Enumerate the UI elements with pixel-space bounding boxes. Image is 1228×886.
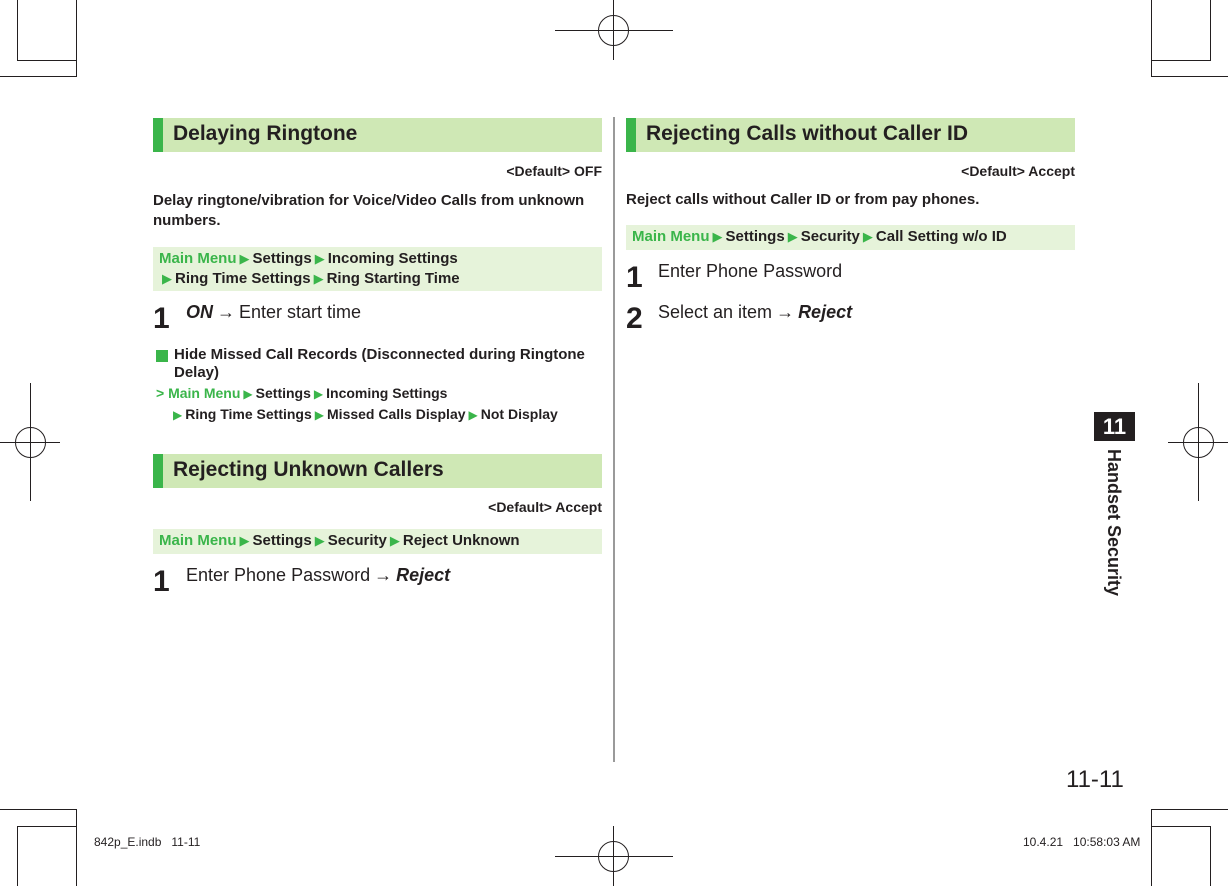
step-action: Enter Phone Password bbox=[186, 565, 371, 585]
default-value: <Default> Accept bbox=[488, 499, 602, 515]
step-number: 1 bbox=[626, 261, 643, 294]
menu-path-item: Incoming Settings bbox=[327, 250, 458, 267]
menu-path-item: Ring Time Settings bbox=[175, 270, 311, 287]
crop-mark bbox=[1151, 76, 1228, 77]
crop-mark bbox=[0, 809, 77, 810]
triangle-right-icon: ▶ bbox=[243, 387, 253, 401]
crop-mark bbox=[1151, 809, 1152, 886]
arrow-right-icon: → bbox=[217, 302, 235, 322]
menu-path-item: Settings bbox=[255, 385, 311, 401]
section-description: Delay ringtone/vibration for Voice/Video Calls from unknown numbers. bbox=[153, 192, 585, 229]
menu-path-item: Security bbox=[327, 532, 387, 549]
crop-mark bbox=[17, 0, 18, 60]
section-title-rejecting-unknown bbox=[153, 454, 602, 488]
triangle-right-icon: ▶ bbox=[239, 533, 250, 548]
triangle-right-icon: ▶ bbox=[313, 271, 324, 286]
crop-mark bbox=[1210, 0, 1211, 60]
triangle-right-icon: ▶ bbox=[314, 251, 325, 266]
menu-path-item: Settings bbox=[252, 250, 312, 267]
triangle-right-icon: ▶ bbox=[862, 229, 873, 244]
square-bullet-icon bbox=[156, 350, 168, 362]
footer-file-label: 842p_E.indb 11-11 bbox=[94, 835, 201, 849]
crop-mark bbox=[17, 826, 77, 827]
triangle-right-icon: ▶ bbox=[173, 408, 183, 422]
menu-path-item: Security bbox=[800, 228, 860, 245]
default-value: <Default> OFF bbox=[506, 163, 602, 179]
step-number: 1 bbox=[153, 565, 170, 598]
triangle-right-icon: ▶ bbox=[314, 408, 325, 422]
main-menu-label: Main Menu bbox=[632, 228, 710, 245]
step-option: Reject bbox=[396, 565, 451, 585]
section-title-text: Delaying Ringtone bbox=[173, 122, 358, 145]
step-option: ON bbox=[186, 302, 213, 322]
menu-path bbox=[153, 247, 602, 291]
sub-menu-path-line1 bbox=[156, 385, 447, 401]
arrow-right-icon: → bbox=[776, 302, 795, 322]
page-number: 11-11 bbox=[1066, 766, 1124, 793]
crop-mark bbox=[1151, 0, 1152, 77]
section-description: Reject calls without Caller ID or from pay phones. bbox=[626, 191, 980, 208]
section-title-rejecting-calls-without-id bbox=[626, 118, 1075, 152]
section-title-text: Rejecting Calls without Caller ID bbox=[646, 122, 969, 145]
triangle-right-icon: ▶ bbox=[314, 533, 325, 548]
menu-path-item: Not Display bbox=[480, 406, 558, 422]
triangle-right-icon: ▶ bbox=[468, 408, 478, 422]
section-title-text: Rejecting Unknown Callers bbox=[173, 458, 444, 481]
crop-mark bbox=[17, 60, 77, 61]
menu-path-item: Settings bbox=[252, 532, 312, 549]
menu-path-item: Reject Unknown bbox=[402, 532, 520, 549]
triangle-right-icon: ▶ bbox=[162, 271, 172, 286]
gt-icon: > bbox=[156, 385, 165, 401]
arrow-right-icon: → bbox=[374, 565, 393, 585]
menu-path bbox=[153, 529, 602, 554]
triangle-right-icon: ▶ bbox=[239, 251, 250, 266]
menu-path bbox=[626, 225, 1075, 250]
step-text bbox=[658, 301, 852, 323]
menu-path-item: Missed Calls Display bbox=[327, 406, 466, 422]
crop-mark bbox=[76, 0, 77, 77]
step-text: Enter Phone Password bbox=[658, 261, 843, 281]
main-menu-label: Main Menu bbox=[159, 250, 237, 267]
main-menu-label: Main Menu bbox=[168, 385, 241, 401]
step-text bbox=[186, 301, 361, 323]
menu-path-item: Settings bbox=[725, 228, 785, 245]
chapter-tab-label: Handset Security bbox=[1104, 449, 1124, 597]
subsection-title: Hide Missed Call Records (Disconnected during Ringtone Delay) bbox=[174, 346, 585, 381]
column-divider bbox=[613, 117, 615, 762]
menu-path-item: Call Setting w/o ID bbox=[875, 228, 1007, 245]
chapter-tab-number: 11 bbox=[1094, 412, 1135, 441]
section-title-delaying-ringtone bbox=[153, 118, 602, 152]
menu-path-item: Incoming Settings bbox=[326, 385, 448, 401]
crop-mark bbox=[1151, 60, 1211, 61]
main-menu-label: Main Menu bbox=[159, 532, 237, 549]
crop-mark bbox=[1151, 809, 1228, 810]
step-number: 2 bbox=[626, 302, 643, 335]
step-action: Select an item bbox=[658, 302, 773, 322]
step-text bbox=[186, 564, 450, 586]
crop-mark bbox=[17, 826, 18, 886]
menu-path-item: Ring Time Settings bbox=[185, 406, 312, 422]
crop-mark bbox=[1210, 826, 1211, 886]
triangle-right-icon: ▶ bbox=[787, 229, 798, 244]
menu-path-item: Ring Starting Time bbox=[326, 270, 460, 287]
crop-mark bbox=[0, 76, 77, 77]
default-value: <Default> Accept bbox=[961, 163, 1075, 179]
step-number: 1 bbox=[153, 302, 170, 335]
step-option: Reject bbox=[798, 302, 853, 322]
triangle-right-icon: ▶ bbox=[712, 229, 723, 244]
footer-timestamp: 10.4.21 10:58:03 AM bbox=[1023, 835, 1141, 849]
crop-mark bbox=[1151, 826, 1211, 827]
sub-menu-path-line2 bbox=[170, 406, 558, 422]
step-action: Enter start time bbox=[239, 302, 362, 322]
triangle-right-icon: ▶ bbox=[313, 387, 324, 401]
triangle-right-icon: ▶ bbox=[389, 533, 400, 548]
crop-mark bbox=[76, 809, 77, 886]
